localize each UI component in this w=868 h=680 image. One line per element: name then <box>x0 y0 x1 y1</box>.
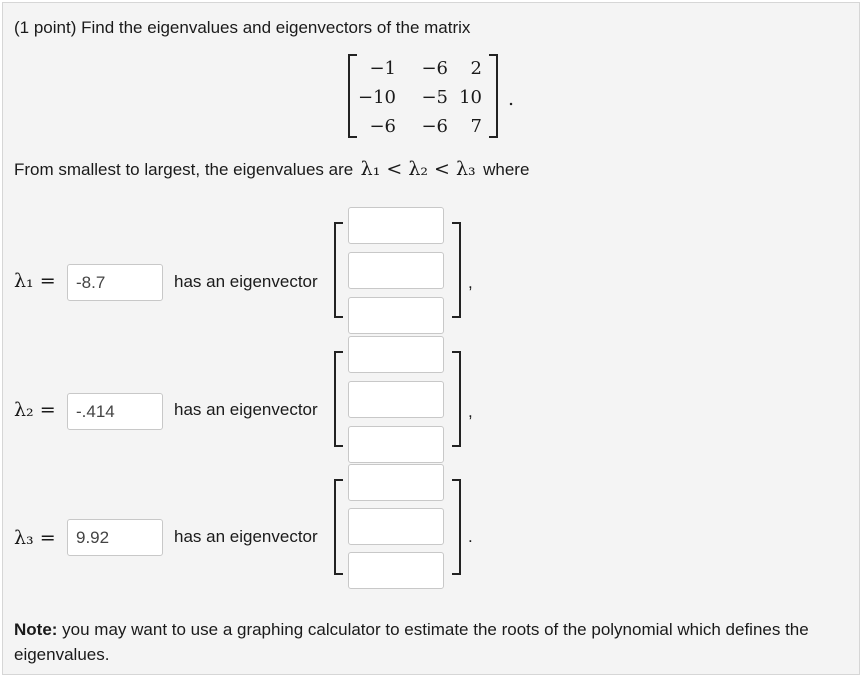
matrix-period: . <box>508 88 515 110</box>
eigenvector-1-component-1[interactable] <box>348 207 444 244</box>
vector-left-bracket <box>334 479 343 575</box>
note-text <box>14 617 809 667</box>
matrix-cell: −6 <box>369 116 396 137</box>
coefficient-matrix <box>348 54 498 138</box>
note-label: Note: <box>14 620 58 639</box>
lambda-3-input[interactable] <box>67 519 163 556</box>
eigenvector-2-component-2[interactable] <box>348 381 444 418</box>
row-2-trailing: , <box>468 402 473 421</box>
matrix-right-bracket <box>489 54 498 138</box>
matrix-cell: −10 <box>358 87 396 108</box>
vector-right-bracket <box>452 222 461 318</box>
lambda-1-label: λ₁ = <box>14 270 56 292</box>
matrix-cell: −6 <box>421 58 448 79</box>
vector-right-bracket <box>452 351 461 447</box>
eigenvector-label: has an eigenvector <box>174 527 318 546</box>
matrix-cell: −1 <box>369 58 396 79</box>
row-3-trailing: . <box>468 527 473 546</box>
lambda-3-label: λ₃ = <box>14 527 56 549</box>
order-text: From smallest to largest, the eigenvalues are <box>14 160 354 179</box>
note-line-2: eigenvalues. <box>14 645 110 664</box>
eigenvalue-order-sentence <box>14 158 529 180</box>
eigenvector-label: has an eigenvector <box>174 272 318 291</box>
lambda-2-input[interactable] <box>67 393 163 430</box>
eigenvector-3-component-3[interactable] <box>348 552 444 589</box>
eigen-row-3 <box>0 460 868 596</box>
matrix-cell: 10 <box>459 87 482 108</box>
eigenvector-3-component-1[interactable] <box>348 464 444 501</box>
eigenvector-1-component-2[interactable] <box>348 252 444 289</box>
eigen-row-2 <box>0 332 868 468</box>
vector-right-bracket <box>452 479 461 575</box>
eigenvector-3-component-2[interactable] <box>348 508 444 545</box>
note-line-1: you may want to use a graphing calculator to estimate the roots of the polynomial which defines the <box>57 620 809 639</box>
order-math: λ₁ < λ₂ < λ₃ <box>360 158 476 180</box>
lambda-2-label: λ₂ = <box>14 399 56 421</box>
eigen-row-1 <box>0 203 868 339</box>
problem-intro: (1 point) Find the eigenvalues and eigenvectors of the matrix <box>14 18 471 37</box>
matrix-cell: 2 <box>470 58 482 79</box>
matrix-cell: −6 <box>421 116 448 137</box>
row-1-trailing: , <box>468 273 473 292</box>
lambda-1-input[interactable] <box>67 264 163 301</box>
eigenvector-1-component-3[interactable] <box>348 297 444 334</box>
order-suffix: where <box>483 160 530 179</box>
matrix-cell: −5 <box>421 87 448 108</box>
eigenvector-2-component-1[interactable] <box>348 336 444 373</box>
eigenvector-2-component-3[interactable] <box>348 426 444 463</box>
vector-left-bracket <box>334 222 343 318</box>
vector-left-bracket <box>334 351 343 447</box>
eigenvector-label: has an eigenvector <box>174 400 318 419</box>
matrix-cell: 7 <box>470 116 482 137</box>
